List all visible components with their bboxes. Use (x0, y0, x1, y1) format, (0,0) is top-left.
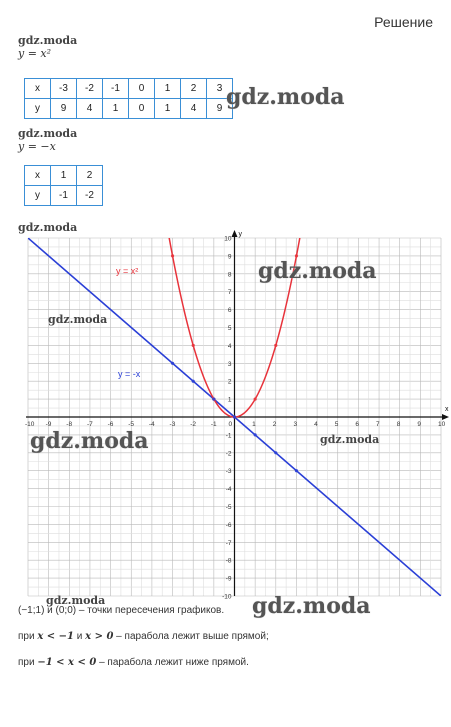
data-point (192, 380, 195, 383)
x-tick-label: 6 (355, 421, 360, 428)
table-cell: -1 (51, 186, 77, 206)
table-cell: 3 (207, 79, 233, 99)
caption-text: – парабола лежит выше прямой; (113, 631, 269, 642)
data-point (171, 254, 174, 257)
data-point (192, 344, 195, 347)
x-tick-label: 8 (396, 421, 401, 428)
watermark-text: gdz.moda (46, 594, 106, 607)
table-cell: y (25, 99, 51, 119)
x-tick-label: -1 (210, 421, 217, 428)
y-tick-label: -6 (225, 521, 232, 529)
x-tick-label: -2 (190, 421, 196, 428)
formula-line: y = −x (18, 140, 56, 153)
data-point (171, 362, 174, 365)
table-cell: 9 (51, 99, 77, 119)
y-tick-label: -2 (225, 450, 232, 458)
caption-text: – парабола лежит ниже прямой. (96, 657, 249, 668)
conclusion-intersection: (−1;1) и (0;0) – точки пересечения графиков. (18, 605, 225, 616)
x-tick-label: -9 (45, 421, 52, 428)
table-cell: -2 (77, 186, 103, 206)
x-tick-label: -7 (86, 421, 93, 428)
x-tick-label: 3 (293, 421, 298, 428)
data-point (212, 398, 215, 401)
y-tick-label: 8 (227, 271, 232, 279)
table-cell: -2 (77, 79, 103, 99)
x-axis-label: x (445, 406, 449, 413)
x-tick-label: -6 (107, 421, 114, 428)
data-point (254, 433, 257, 436)
y-tick-label: 3 (227, 360, 232, 368)
y-tick-label: 6 (227, 307, 232, 315)
x-tick-label: -3 (169, 421, 176, 428)
table-cell: 0 (129, 79, 155, 99)
parabola-label: y = x² (116, 266, 139, 276)
inequality-math: −1 < x < 0 (37, 657, 97, 668)
watermark-text: gdz.moda (226, 84, 345, 110)
y-axis-label: y (238, 231, 242, 238)
conclusion-below (18, 657, 249, 668)
x-tick-label: 7 (376, 421, 380, 428)
table-cell: 9 (207, 99, 233, 119)
watermark-text: gdz.moda (48, 313, 108, 326)
watermark-text: gdz.moda (18, 127, 78, 140)
table-cell: 2 (77, 166, 103, 186)
x-tick-label: 5 (334, 421, 339, 428)
formula-parabola: y = x² (18, 47, 52, 60)
y-tick-label: 1 (227, 396, 232, 404)
x-tick-label: 4 (314, 421, 318, 428)
y-tick-label: 9 (227, 253, 232, 261)
y-tick-label: -4 (225, 486, 232, 494)
table-cell: 1 (155, 99, 181, 119)
x-tick-label: 9 (417, 421, 421, 428)
caption-text: при (18, 657, 38, 668)
y-tick-label: -8 (225, 557, 232, 565)
y-tick-label: 4 (227, 342, 232, 350)
x-tick-label: 2 (272, 421, 277, 428)
page-title: Решение (374, 14, 433, 30)
inequality-math: x < −1 (37, 631, 74, 642)
data-point (233, 415, 236, 418)
x-tick-label: -5 (128, 421, 135, 428)
watermark-text: gdz.moda (258, 258, 377, 284)
y-axis-arrow-icon (232, 230, 238, 237)
table-cell: 1 (155, 79, 181, 99)
watermark-text: gdz.moda (18, 34, 78, 47)
table-cell: 4 (181, 99, 207, 119)
line-label: y = -x (118, 369, 141, 379)
caption-text: и (73, 631, 86, 642)
data-point (274, 451, 277, 454)
y-tick-label: -3 (225, 468, 232, 476)
x-axis-arrow-icon (442, 414, 449, 420)
y-tick-label: 10 (224, 235, 232, 243)
x-tick-label: -10 (25, 421, 35, 428)
y-tick-label: 7 (227, 289, 232, 297)
y-tick-label: -10 (222, 593, 232, 601)
y-tick-label: -7 (225, 539, 232, 547)
table-cell: 2 (181, 79, 207, 99)
y-tick-label: 2 (227, 378, 232, 386)
y-tick-label: -1 (225, 432, 232, 440)
conclusion-above (18, 631, 269, 642)
y-tick-label: -5 (225, 504, 232, 511)
table-cell: y (25, 186, 51, 206)
table-cell: x (25, 79, 51, 99)
y-tick-label: -9 (225, 575, 232, 583)
caption-text: при (18, 631, 38, 642)
inequality-math: x > 0 (85, 631, 114, 642)
table-cell: x (25, 166, 51, 186)
x-tick-label: 1 (252, 421, 256, 428)
data-point (295, 469, 298, 472)
watermark-text: gdz.moda (30, 428, 149, 454)
x-tick-label: 10 (438, 421, 446, 428)
x-tick-label: -4 (148, 421, 155, 428)
table-cell: 1 (103, 99, 129, 119)
table-cell: 1 (51, 166, 77, 186)
watermark-text: gdz.moda (320, 433, 380, 446)
data-point (254, 398, 257, 401)
data-point (274, 344, 277, 347)
table-cell: 0 (129, 99, 155, 119)
watermark-text: gdz.moda (252, 593, 371, 619)
watermark-text: gdz.moda (18, 221, 78, 234)
table-cell: -3 (51, 79, 77, 99)
y-tick-label: 5 (227, 325, 232, 332)
table-cell: -1 (103, 79, 129, 99)
table-cell: 4 (77, 99, 103, 119)
x-tick-label: -8 (66, 421, 73, 428)
x-tick-label: 0 (228, 421, 233, 428)
